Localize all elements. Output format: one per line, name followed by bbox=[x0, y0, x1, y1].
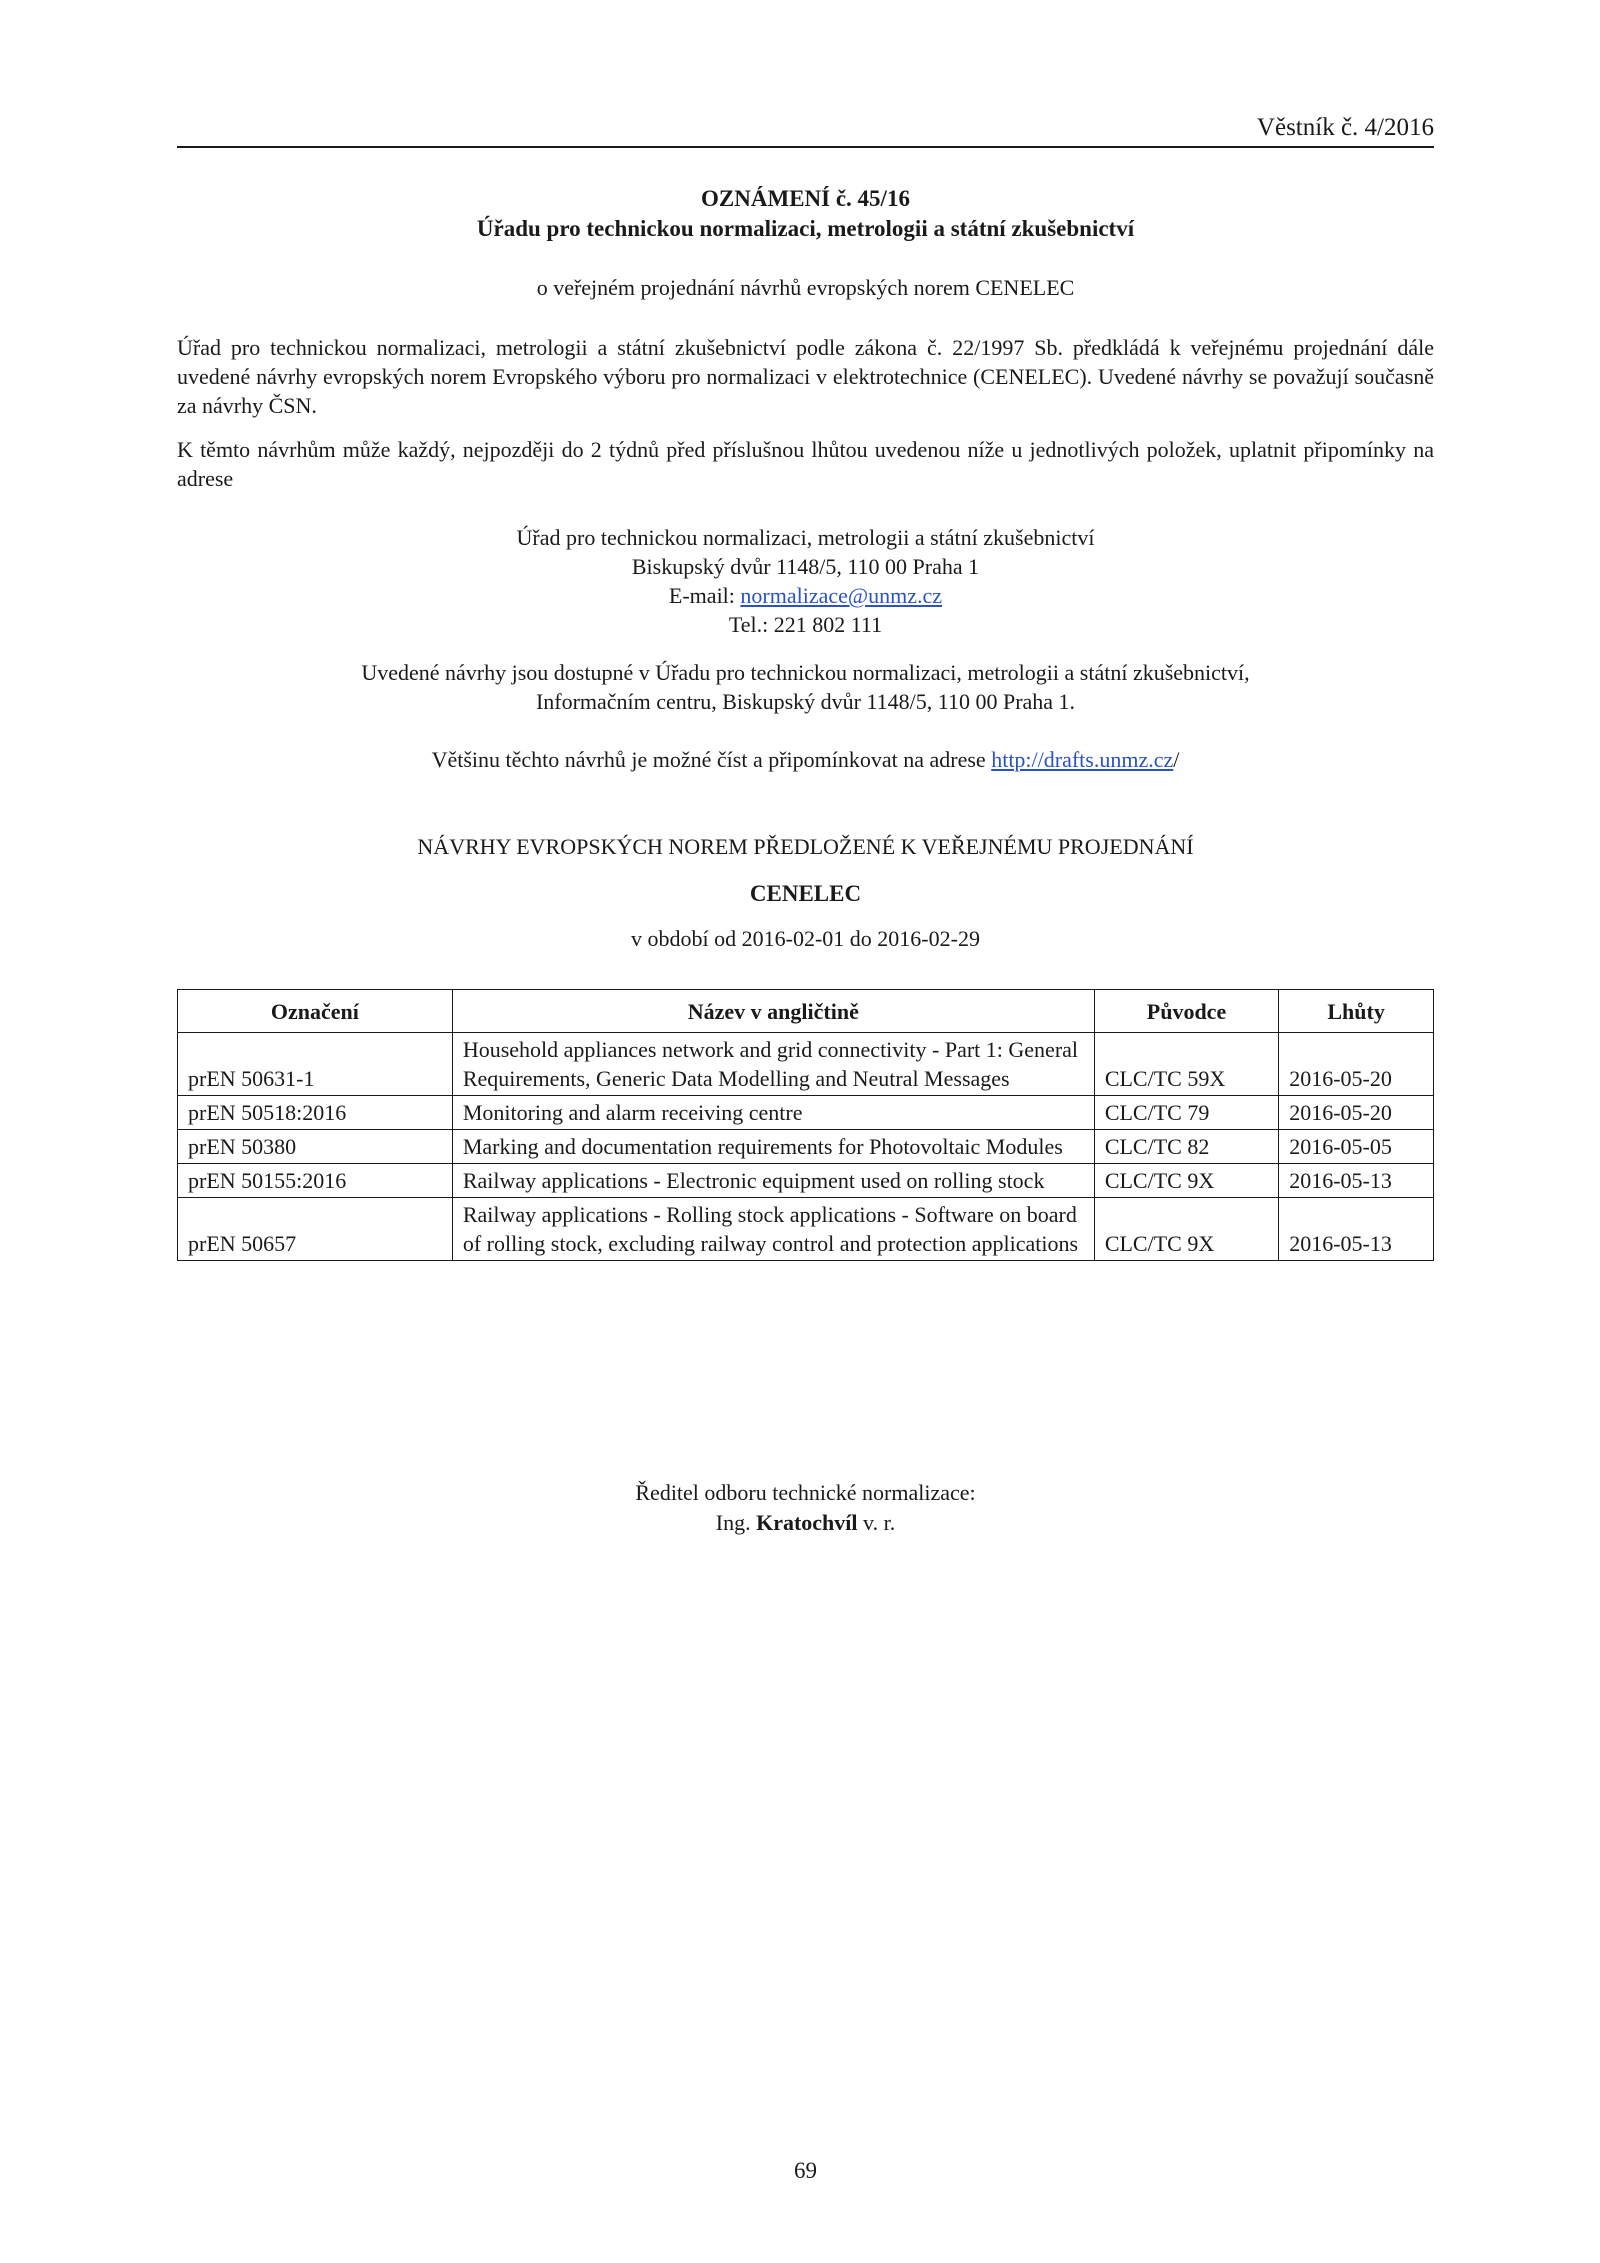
table-row bbox=[178, 1096, 1434, 1130]
section-title: NÁVRHY EVROPSKÝCH NOREM PŘEDLOŽENÉ K VEŘEJNÉMU PROJEDNÁNÍ bbox=[417, 834, 1194, 859]
header-divider bbox=[177, 146, 1434, 148]
address-email-line bbox=[177, 581, 1434, 610]
cell-deadline: 2016-05-20 bbox=[1279, 1033, 1434, 1096]
signature-role: Ředitel odboru technické normalizace: bbox=[635, 1480, 976, 1505]
cell-origin: CLC/TC 9X bbox=[1094, 1198, 1278, 1261]
availability-line-2: Informačním centru, Biskupský dvůr 1148/5, 110 00 Praha 1. bbox=[535, 689, 1076, 714]
notice-title: OZNÁMENÍ č. 45/16 bbox=[701, 186, 910, 211]
cell-code: prEN 50380 bbox=[178, 1130, 453, 1164]
cell-code: prEN 50155:2016 bbox=[178, 1164, 453, 1198]
table-header-row bbox=[178, 990, 1434, 1033]
cell-deadline: 2016-05-20 bbox=[1279, 1096, 1434, 1130]
online-drafts-suffix: / bbox=[1173, 747, 1180, 772]
cell-title: Railway applications - Electronic equipment used on rolling stock bbox=[452, 1164, 1094, 1198]
cell-deadline: 2016-05-05 bbox=[1279, 1130, 1434, 1164]
online-drafts-text: Většinu těchto návrhů je možné číst a připomínkovat na adrese bbox=[431, 747, 992, 772]
availability-line-1: Uvedené návrhy jsou dostupné v Úřadu pro technickou normalizaci, metrologii a státní zkušebnictví, bbox=[361, 660, 1250, 685]
page-number: 69 bbox=[794, 2158, 817, 2183]
drafts-table bbox=[177, 989, 1434, 1261]
availability-block bbox=[177, 658, 1434, 716]
signature-prefix: Ing. bbox=[715, 1510, 757, 1535]
section-org: CENELEC bbox=[749, 881, 862, 906]
notice-issuer: Úřadu pro technickou normalizaci, metrologii a státní zkušebnictví bbox=[476, 216, 1135, 241]
address-street: Biskupský dvůr 1148/5, 110 00 Praha 1 bbox=[631, 554, 980, 579]
cell-code: prEN 50518:2016 bbox=[178, 1096, 453, 1130]
cell-origin: CLC/TC 82 bbox=[1094, 1130, 1278, 1164]
signature-suffix: v. r. bbox=[857, 1510, 896, 1535]
cell-title: Monitoring and alarm receiving centre bbox=[452, 1096, 1094, 1130]
cell-origin: CLC/TC 59X bbox=[1094, 1033, 1278, 1096]
cell-code: prEN 50631-1 bbox=[178, 1033, 453, 1096]
cell-title: Railway applications - Rolling stock applications - Software on board of rolling stock, excluding railway control and protection applications bbox=[452, 1198, 1094, 1261]
email-label: E-mail: bbox=[668, 583, 741, 608]
cell-origin: CLC/TC 9X bbox=[1094, 1164, 1278, 1198]
header-code: Označení bbox=[178, 990, 453, 1033]
cell-origin: CLC/TC 79 bbox=[1094, 1096, 1278, 1130]
header-deadline: Lhůty bbox=[1279, 990, 1434, 1033]
address-office: Úřad pro technickou normalizaci, metrologii a státní zkušebnictví bbox=[516, 525, 1095, 550]
online-drafts-line bbox=[177, 745, 1434, 775]
email-link[interactable]: normalizace@unmz.cz bbox=[740, 583, 943, 608]
intro-paragraph: Úřad pro technickou normalizaci, metrologii a státní zkušebnictví podle zákona č. 22/1997 Sb. předkládá k veřejnému projednání dále uvedené návrhy evropských norem Evropského výboru pro normalizaci v elektrotechnice (CENELEC). Uvedené návrhy se považují současně za návrhy ČSN. bbox=[177, 335, 1434, 418]
header-origin: Původce bbox=[1094, 990, 1278, 1033]
cell-title: Household appliances network and grid connectivity - Part 1: General Requirements, Generic Data Modelling and Neutral Messages bbox=[452, 1033, 1094, 1096]
cell-code: prEN 50657 bbox=[178, 1198, 453, 1261]
table-row bbox=[178, 1033, 1434, 1096]
notice-subject: o veřejném projednání návrhů evropských norem CENELEC bbox=[536, 275, 1075, 300]
table-row bbox=[178, 1164, 1434, 1198]
table-row bbox=[178, 1198, 1434, 1261]
signature-name-line bbox=[177, 1508, 1434, 1538]
header-title: Název v angličtině bbox=[452, 990, 1094, 1033]
address-phone: Tel.: 221 802 111 bbox=[728, 612, 883, 637]
cell-deadline: 2016-05-13 bbox=[1279, 1164, 1434, 1198]
table-row bbox=[178, 1130, 1434, 1164]
address-block bbox=[177, 523, 1434, 639]
journal-issue: Věstník č. 4/2016 bbox=[1256, 114, 1434, 141]
section-period: v období od 2016-02-01 do 2016-02-29 bbox=[631, 926, 980, 951]
signature-name: Kratochvíl bbox=[756, 1510, 858, 1535]
cell-deadline: 2016-05-13 bbox=[1279, 1198, 1434, 1261]
cell-title: Marking and documentation requirements for Photovoltaic Modules bbox=[452, 1130, 1094, 1164]
drafts-link[interactable]: http://drafts.unmz.cz bbox=[991, 747, 1174, 772]
comments-paragraph: K těmto návrhům může každý, nejpozději do 2 týdnů před příslušnou lhůtou uvedenou níže u jednotlivých položek, uplatnit připomínky na adrese bbox=[177, 437, 1434, 491]
signature-block bbox=[177, 1478, 1434, 1538]
